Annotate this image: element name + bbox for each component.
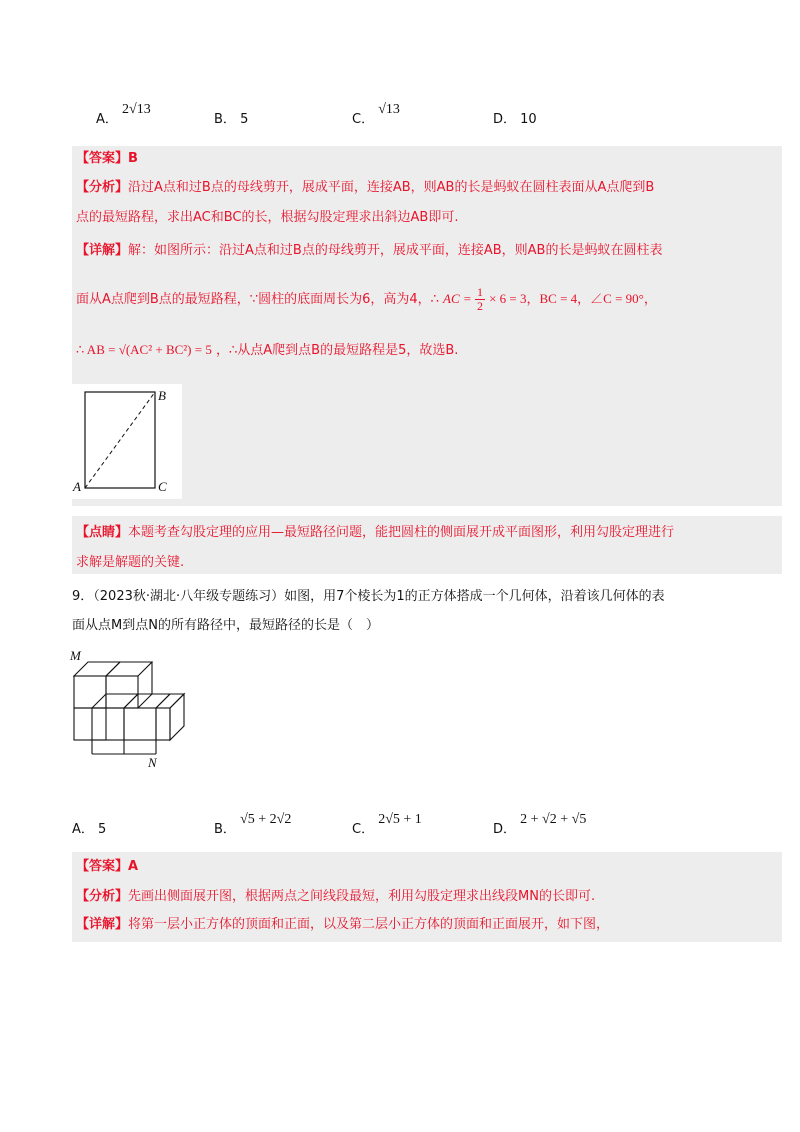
analysis-text-2: 点的最短路程，求出AC和BC的长，根据勾股定理求出斜边AB即可. xyxy=(76,210,459,225)
point-line-1b xyxy=(76,524,674,542)
cube-side-3 xyxy=(170,694,184,740)
detail-line-1 xyxy=(76,242,662,260)
option-value: √5 + 2√2 xyxy=(240,812,292,827)
q8-option-b xyxy=(214,108,248,127)
label-b: B xyxy=(158,388,166,403)
option-label: B． xyxy=(214,822,236,837)
q9-line-1 xyxy=(72,588,665,606)
cube-stack-figure xyxy=(68,648,188,770)
label-n: N xyxy=(148,755,157,770)
fraction-numerator: 1 xyxy=(476,285,483,299)
point-text-2b: 求解是解题的关键. xyxy=(76,555,185,570)
option-label: C． xyxy=(352,822,375,837)
q8-option-c xyxy=(352,102,400,128)
cylinder-net-diagram xyxy=(72,384,182,499)
detail-line xyxy=(76,916,609,934)
option-label: B． xyxy=(214,112,236,127)
q9-line-2 xyxy=(72,617,379,635)
label-a: A xyxy=(73,479,81,494)
analysis-text-1: 沿过A点和过B点的母线剪开，展成平面，连接AB，则AB的长是蚂蚁在圆柱表面从A点爬到B xyxy=(128,180,655,195)
analysis-text: 先画出侧面展开图，根据两点之间线段最短，利用勾股定理求出线段MN的长即可. xyxy=(128,889,596,904)
cube-front-2 xyxy=(106,676,138,708)
q9-option-a xyxy=(72,818,106,837)
option-value: 5 xyxy=(98,822,107,837)
question-text-1: （2023秋·湖北·八年级专题练习）如图，用7个棱长为1的正方体搭成一个几何体，沿着该几何体的表 xyxy=(93,589,665,604)
cube-top-5 xyxy=(156,694,184,708)
option-label: D． xyxy=(493,112,517,127)
q9-solution-box xyxy=(72,852,782,942)
answer-value: B xyxy=(128,151,138,166)
cube-stack-diagram xyxy=(68,648,188,770)
option-label: D． xyxy=(493,822,517,837)
math-rest: × 6 = 3，BC = 4，∠C = 90°， xyxy=(489,291,657,306)
path-ab-dashed xyxy=(85,392,155,488)
math-ac: AC = xyxy=(443,291,475,306)
detail-line-3 xyxy=(76,341,458,360)
fraction xyxy=(475,286,485,313)
option-value: √13 xyxy=(378,102,400,117)
point-text-1b: 本题考查勾股定理的应用—最短路径问题，能把圆柱的侧面展开成平面图形，利用勾股定理进行 xyxy=(128,525,675,540)
option-value: 2 + √2 + √5 xyxy=(520,812,587,827)
cube-front-1 xyxy=(74,676,106,708)
option-value: 10 xyxy=(520,112,537,127)
q8-option-a xyxy=(96,102,151,128)
analysis-tag: 【分析】 xyxy=(76,889,129,904)
cube-top-2 xyxy=(106,662,152,676)
detail-text-1: 解：如图所示：沿过A点和过B点的母线剪开，展成平面，连接AB，则AB的长是蚂蚁在圆柱表 xyxy=(128,243,663,258)
option-value: 2√13 xyxy=(122,102,151,117)
label-m: M xyxy=(70,648,81,663)
fraction-denominator: 2 xyxy=(476,299,483,313)
answer-value: A xyxy=(128,859,139,874)
q9-option-b xyxy=(214,812,292,838)
option-value: 2√5 + 1 xyxy=(378,812,422,827)
q9-option-d xyxy=(493,812,587,838)
analysis-line xyxy=(76,888,595,906)
option-label: A． xyxy=(96,112,118,127)
cube-front-5 xyxy=(124,708,156,740)
cube-front-6 xyxy=(156,708,170,740)
detail-tag: 【详解】 xyxy=(76,917,129,932)
option-label: C． xyxy=(352,112,375,127)
analysis-line-2 xyxy=(76,209,458,227)
point-line-2b xyxy=(76,554,674,572)
q8-option-d xyxy=(493,108,537,127)
cube-front-4 xyxy=(92,708,124,740)
question-number: 9． xyxy=(72,589,94,604)
detail-text-2: 面从A点爬到B点的最短路程，∵圆柱的底面周长为6，高为4，∴ xyxy=(76,292,439,307)
answer-tag: 【答案】 xyxy=(76,151,129,166)
answer-line xyxy=(76,150,138,168)
detail-text-3: ，∴从点A爬到点B的最短路程是5，故选B. xyxy=(216,343,459,358)
analysis-tag: 【分析】 xyxy=(76,180,129,195)
point-tag-b: 【点睛】 xyxy=(76,525,129,540)
option-value: 5 xyxy=(240,112,249,127)
detail-line-2 xyxy=(76,286,657,313)
q8-point-lines xyxy=(76,524,674,572)
cylinder-net-figure xyxy=(72,384,182,499)
answer-tag: 【答案】 xyxy=(76,859,129,874)
analysis-line-1 xyxy=(76,179,654,197)
option-label: A． xyxy=(72,822,94,837)
answer-line xyxy=(76,858,138,876)
cube-front-3 xyxy=(74,708,106,740)
detail-text: 将第一层小正方体的顶面和正面，以及第二层小正方体的顶面和正面展开，如下图， xyxy=(128,917,610,932)
math-ab: ∴ AB = √(AC² + BC²) = 5 xyxy=(76,342,212,357)
q9-option-c xyxy=(352,812,422,838)
detail-tag: 【详解】 xyxy=(76,243,129,258)
question-text-2: 面从点M到点N的所有路径中，最短路径的长是（ ） xyxy=(72,618,379,633)
label-c: C xyxy=(158,479,167,494)
cube-side-2 xyxy=(138,694,152,708)
